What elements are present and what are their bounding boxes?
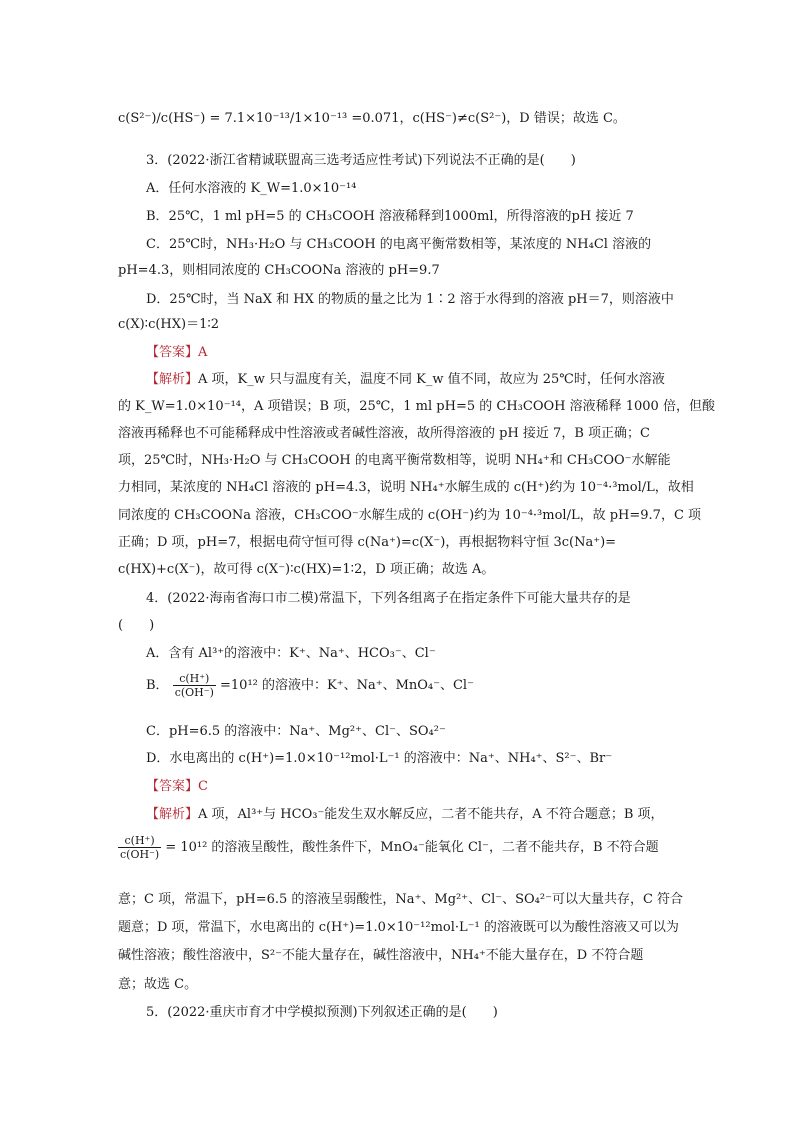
question-3-analysis-line8: c(HX)+c(X⁻)，故可得 c(X⁻)∶c(HX)=1∶2，D 项正确；故选 A。 (118, 562, 495, 577)
question-3-analysis-line2: 的 K_W=1.0×10⁻¹⁴，A 项错误；B 项，25℃，1 ml pH=5 的 CH₃COOH 溶液稀释 1000 倍，但酸 (118, 399, 715, 414)
question-4-option-b (146, 672, 706, 706)
question-4-analysis-line5: 碱性溶液；酸性溶液中，S²⁻不能大量存在，碱性溶液中，NH₄⁺不能大量存在，D 不符合题 (118, 948, 644, 963)
prev-conclusion-line: c(S²⁻)/c(HS⁻) = 7.1×10⁻¹³/1×10⁻¹³ =0.071，c(HS⁻)≠c(S²⁻)，D 错误；故选 C。 (118, 111, 626, 126)
question-3-option-c-line2: pH=4.3，则相同浓度的 CH₃COONa 溶液的 pH=9.7 (118, 263, 440, 278)
question-3-answer (146, 344, 706, 362)
fraction-numerator: c(H⁺) (118, 834, 161, 848)
question-4-option-a: A．含有 Al³⁺的溶液中：K⁺、Na⁺、HCO₃⁻、Cl⁻ (146, 646, 436, 661)
question-3-option-d-line2: c(X)∶c(HX)＝1∶2 (118, 317, 220, 332)
analysis-tag: 【解析】 (146, 807, 199, 822)
question-3-analysis-line3: 溶液再稀释也不可能稀释成中性溶液或者碱性溶液，故所得溶液的 pH 接近 7，B 项正确；C (118, 426, 650, 441)
question-3-option-b: B．25℃，1 ml pH=5 的 CH₃COOH 溶液稀释到1000ml，所得溶液的pH 接近 7 (146, 209, 634, 224)
fraction-denominator: c(OH⁻) (120, 848, 160, 861)
question-4-stem-line1: 4．(2022·海南省海口市二模)常温下，下列各组离子在指定条件下可能大量共存的是 (146, 591, 631, 606)
question-3-stem: 3．(2022·浙江省精诚联盟高三选考适应性考试)下列说法不正确的是( ) (146, 153, 576, 168)
option-b-text: =10¹² 的溶液中：K⁺、Na⁺、MnO₄⁻、Cl⁻ (220, 678, 474, 693)
option-b-label: B． (146, 678, 169, 693)
question-4-option-d: D．水电离出的 c(H⁺)=1.0×10⁻¹²mol·L⁻¹ 的溶液中：Na⁺、NH₄⁺、S²⁻、Br⁻ (146, 751, 613, 766)
analysis-tag: 【解析】 (146, 372, 199, 387)
question-4-analysis-line2 (118, 834, 678, 874)
question-3-analysis-line7: 正确；D 项，pH=7，根据电荷守恒可得 c(Na⁺)=c(X⁻)，再根据物料守恒 3c(Na⁺)= (118, 535, 617, 550)
answer-value: A (198, 345, 208, 360)
question-3-option-d-line1: D．25℃时，当 NaX 和 HX 的物质的量之比为 1∶2 溶于水得到的溶液 pH＝7，则溶液中 (146, 292, 674, 307)
question-4-stem-line2: ( ) (118, 618, 155, 633)
fraction-numerator: c(H⁺) (173, 672, 216, 686)
analysis-fraction (118, 834, 161, 861)
option-b-fraction (173, 672, 216, 699)
question-3-analysis-line4: 项，25℃时，NH₃·H₂O 与 CH₃COOH 的电离平衡常数相等，说明 NH₄⁺和 CH₃COO⁻水解能 (118, 453, 671, 468)
analysis-text: A 项，Al³⁺与 HCO₃⁻能发生双水解反应，二者不能共存，A 不符合题意；B 项， (198, 807, 664, 822)
question-3-analysis-line5: 力相同，某浓度的 NH₄Cl 溶液的 pH=4.3，说明 NH₄⁺水解生成的 c(H⁺)约为 10⁻⁴·³mol/L，故相 (118, 480, 694, 495)
answer-tag: 【答案】 (146, 779, 199, 794)
question-4-answer (146, 778, 706, 796)
answer-tag: 【答案】 (146, 345, 199, 360)
question-3-option-c-line1: C．25℃时，NH₃·H₂O 与 CH₃COOH 的电离平衡常数相等，某浓度的 NH₄Cl 溶液的 (146, 237, 652, 252)
analysis-text: = 10¹² 的溶液呈酸性，酸性条件下，MnO₄⁻能氧化 Cl⁻，二者不能共存，B 不符合题 (165, 840, 659, 855)
question-4-analysis-line3: 意；C 项，常温下，pH=6.5 的溶液呈弱酸性，Na⁺、Mg²⁺、Cl⁻、SO₄²⁻可以大量共存，C 符合 (118, 892, 684, 907)
question-4-analysis-line6: 意；故选 C。 (118, 977, 198, 992)
question-4-analysis-line4: 题意；D 项，常温下，水电离出的 c(H⁺)=1.0×10⁻¹²mol·L⁻¹ 的溶液既可以为酸性溶液又可以为 (118, 920, 679, 935)
question-3-analysis-line1 (146, 371, 706, 389)
question-4-analysis-line1 (146, 806, 706, 824)
question-3-analysis-line6: 同浓度的 CH₃COONa 溶液，CH₃COO⁻水解生成的 c(OH⁻)约为 10⁻⁴·³mol/L，故 pH=9.7，C 项 (118, 508, 702, 523)
fraction-denominator: c(OH⁻) (174, 686, 214, 699)
question-3-option-a: A．任何水溶液的 K_W=1.0×10⁻¹⁴ (146, 181, 357, 196)
question-5-stem: 5．(2022·重庆市育才中学模拟预测)下列叙述正确的是( ) (146, 1005, 498, 1020)
analysis-text: A 项，K_w 只与温度有关，温度不同 K_w 值不同，故应为 25℃时，任何水溶液 (198, 372, 665, 387)
answer-value: C (198, 779, 208, 794)
question-4-option-c: C．pH=6.5 的溶液中：Na⁺、Mg²⁺、Cl⁻、SO₄²⁻ (146, 724, 446, 739)
